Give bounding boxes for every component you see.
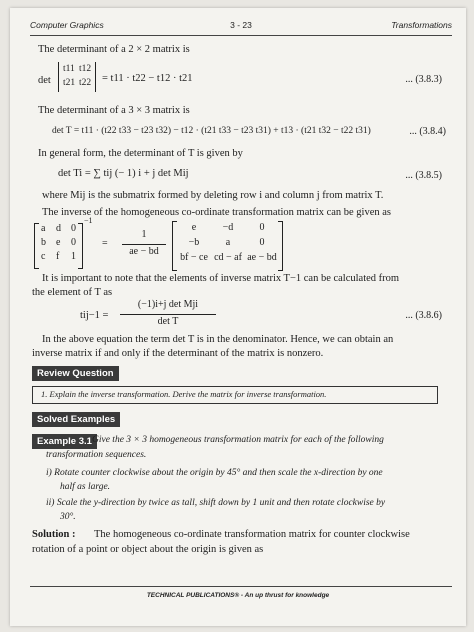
general-equation: det Ti = ∑ tij (− 1) i + j det Mij [58,168,189,179]
det2-entry: t12 [79,64,92,74]
det2-label: det [38,75,51,86]
solution-line-1: The homogeneous co-ordinate transformation matrix for counter clockwise [94,529,410,540]
matrix-entry: −b [188,237,200,248]
matrix-entry: f [56,251,60,262]
det2-entry: t11 [63,64,75,74]
bracket-right [78,223,83,269]
header-book-title: Computer Graphics [30,20,104,30]
inverse-frac-den: ae − bd [129,246,159,257]
tij-numerator: (−1)i+j det Mji [137,299,199,310]
matrix-entry: c [41,251,46,262]
note-line-1: It is important to note that the elements of inverse matrix T−1 can be calculated from [42,273,400,284]
header-page-number: 3 - 23 [230,20,252,30]
bracket-left [172,221,177,271]
example-line-2: transformation sequences. [46,450,147,460]
solution-line-2: rotation of a point or object about the origin is given as [32,544,264,555]
det2-entry: t21 [63,78,76,88]
header-rule [30,35,452,36]
inverse-exponent: −1 [84,216,93,225]
bracket-right [278,221,283,271]
example-tag: Example 3.1 [32,434,97,449]
matrix-entry: e [191,222,197,233]
matrix-entry: a [41,223,46,234]
fraction-bar [120,314,216,315]
eqno-3-8-4: ... (3.8.4) [409,126,446,137]
det2-intro: The determinant of a 2 × 2 matrix is [38,44,190,55]
review-question-text: 1. Explain the inverse transformation. Derive the matrix for inverse transformation. [41,389,327,399]
note-line-2: the element of T as [32,287,113,298]
matrix-entry: bf − ce [180,252,208,263]
fraction-bar [122,244,166,245]
matrix-entry: e [56,237,61,248]
example-item-i-line-2: half as large. [60,482,111,492]
matrix-entry: ae − bd [247,252,277,263]
solution-label: Solution : [32,529,76,540]
det2-entry: t22 [79,78,92,88]
matrix-entry: 0 [71,237,76,248]
matrix-entry: 0 [259,237,265,248]
example-item-ii-line-1: ii) Scale the y-direction by twice as tall, shift down by 1 unit and then rotate clockwise by [46,498,386,508]
solved-examples-tag: Solved Examples [32,412,120,427]
general-intro: In general form, the determinant of T is given by [38,148,243,159]
bracket-left [34,223,39,269]
review-question-box [32,386,438,404]
matrix-entry: cd − af [214,252,242,263]
tij-lhs: tij−1 = [80,310,109,321]
inverse-intro: The inverse of the homogeneous co-ordinate transformation matrix can be given as [42,207,392,218]
matrix-entry: b [41,237,46,248]
matrix-entry: 0 [71,223,76,234]
tij-denominator: det T [157,316,179,327]
det3-intro: The determinant of a 3 × 3 matrix is [38,105,190,116]
det2-expression: = t11 · t22 − t12 · t21 [102,73,193,84]
det3-equation: det T = t11 · (t22 t33 − t23 t32) − t12 · (t21 t33 − t23 t31) + t13 · (t21 t32 − t22 t31) [52,126,371,136]
det2-matrix [58,62,96,92]
example-line-1: Give the 3 × 3 homogeneous transformation matrix for each of the following [92,435,384,445]
textbook-page [10,8,466,626]
matrix-entry: a [225,237,231,248]
example-item-ii-line-2: 30°. [60,512,76,522]
review-question-tag: Review Question [32,366,119,381]
conclusion-line-2: inverse matrix if and only if the determinant of the matrix is nonzero. [32,348,324,359]
inverse-frac-num: 1 [141,229,147,240]
eqno-3-8-5: ... (3.8.5) [405,170,442,181]
footer-rule [30,586,452,587]
general-where: where Mij is the submatrix formed by deleting row i and column j from matrix T. [42,190,384,201]
matrix-entry: −d [222,222,234,233]
conclusion-line-1: In the above equation the term det T is in the denominator. Hence, we can obtain an [42,334,394,345]
page-header [30,20,452,34]
equals-sign: = [102,238,108,249]
matrix-entry: d [56,223,61,234]
page-footer: TECHNICAL PUBLICATIONS® - An up thrust for knowledge [146,592,330,599]
header-chapter-title: Transformations [391,20,452,30]
eqno-3-8-6: ... (3.8.6) [405,310,442,321]
matrix-entry: 0 [259,222,265,233]
eqno-3-8-3: ... (3.8.3) [405,74,442,85]
matrix-entry: 1 [71,251,76,262]
example-item-i-line-1: i) Rotate counter clockwise about the origin by 45° and then scale the x-direction by one [46,468,383,478]
